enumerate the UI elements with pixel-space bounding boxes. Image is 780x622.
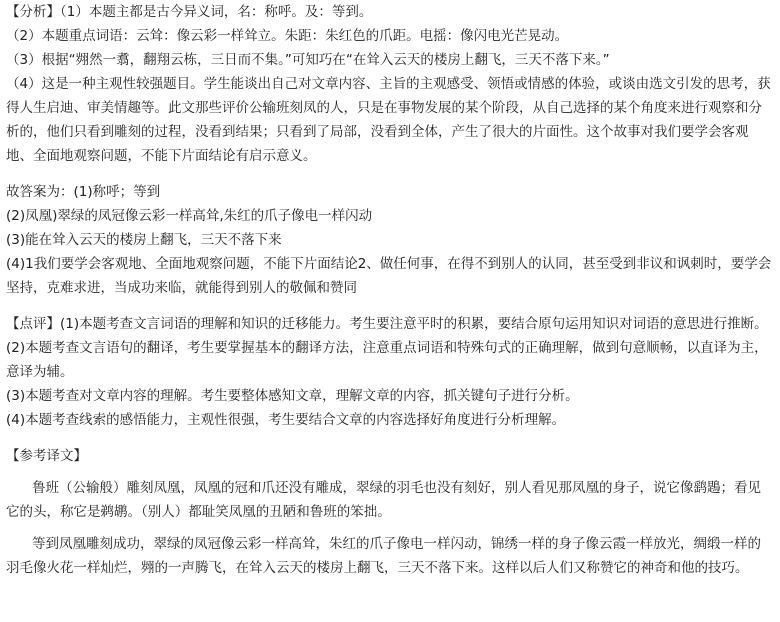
comment-line-2: (2)本题考查文言语句的翻译，考生要掌握基本的翻译方法，注意重点词语和特殊句式的正确理解，做到句意顺畅，以直译为主，意译为辅。 — [6, 340, 768, 380]
translation-section — [6, 444, 774, 580]
comment-line-3: (3)本题考查对文章内容的理解。考生要整体感知文章，理解文章的内容，抓关键句子进行分析。 — [6, 388, 579, 404]
answer-line-3: (3)能在耸入云天的楼房上翻飞，三天不落下来 — [6, 232, 282, 248]
analysis-section — [6, 0, 774, 168]
analysis-point-2: （2）本题重点词语：云耸：像云彩一样耸立。朱距：朱红色的爪距。电摇：像闪电光芒晃动。 — [6, 28, 569, 44]
analysis-point-3: （3）根据“翙然一翥，翻翔云栋，三日而不集。”可知巧在“在耸入云天的楼房上翻飞，三天不落下来。” — [6, 52, 610, 68]
analysis-line-1 — [6, 0, 774, 24]
comment-section — [6, 312, 774, 432]
analysis-point-1: （1）本题主都是古今异义词，名：称呼。及：等到。 — [60, 4, 373, 20]
translation-heading: 【参考译文】 — [6, 448, 87, 464]
translation-paragraph-1: 鲁班（公输般）雕刻凤凰，凤凰的冠和爪还没有雕成，翠绿的羽毛也没有刻好，别人看见那凤凰的身子，说它像鹞鶗；看见它的头，称它是鹈鹕。（别人）都耻笑凤凰的丑陋和鲁班的笨拙。 — [6, 480, 761, 520]
answer-line-2: (2)凤凰)翠绿的凤冠像云彩一样高耸,朱红的爪子像电一样闪动 — [6, 208, 373, 224]
analysis-heading: 【分析】 — [6, 4, 60, 20]
answer-line-1: 故答案为：(1)称呼；等到 — [6, 184, 161, 200]
answer-line-4: (4)1我们要学会客观地、全面地观察问题，不能下片面结论2、做任何事，在得不到别人的认同，甚至受到非议和讽刺时，要学会坚持，克难求进，当成功来临，就能得到别人的敬佩和赞同 — [6, 256, 772, 296]
answer-section — [6, 180, 774, 300]
comment-line-4: (4)本题考查线索的感悟能力，主观性很强，考生要结合文章的内容选择好角度进行分析理解。 — [6, 412, 566, 428]
comment-line-1: 【点评】(1)本题考查文言词语的理解和知识的迁移能力。考生要注意平时的积累，要结合原句运用知识对词语的意思进行推断。 — [6, 316, 768, 332]
translation-paragraph-2: 等到凤凰雕刻成功，翠绿的凤冠像云彩一样高耸，朱红的爪子像电一样闪动，锦绣一样的身子像云霞一样放光，绸缎一样的羽毛像火花一样灿烂，翙的一声腾飞，在耸入云天的楼房上翻飞，三天不落下来。这样以后人们又称赞它的神奇和他的技巧。 — [6, 536, 761, 576]
analysis-point-4: （4）这是一种主观性较强题目。学生能谈出自己对文章内容、主旨的主观感受、领悟或情感的体验，或谈由选文引发的思考，获得人生启迪、审美情趣等。此文那些评价公输班刻凤的人，只是在事物发展的某个阶段，从自己选择的某个角度来进行观察和分析的，他们只看到雕刻的过程，没看到结果；只看到了局部，没看到全体，产生了很大的片面性。这个故事对我们要学会客观地、全面地观察问题，不能下片面结论有启示意义。 — [6, 76, 771, 164]
